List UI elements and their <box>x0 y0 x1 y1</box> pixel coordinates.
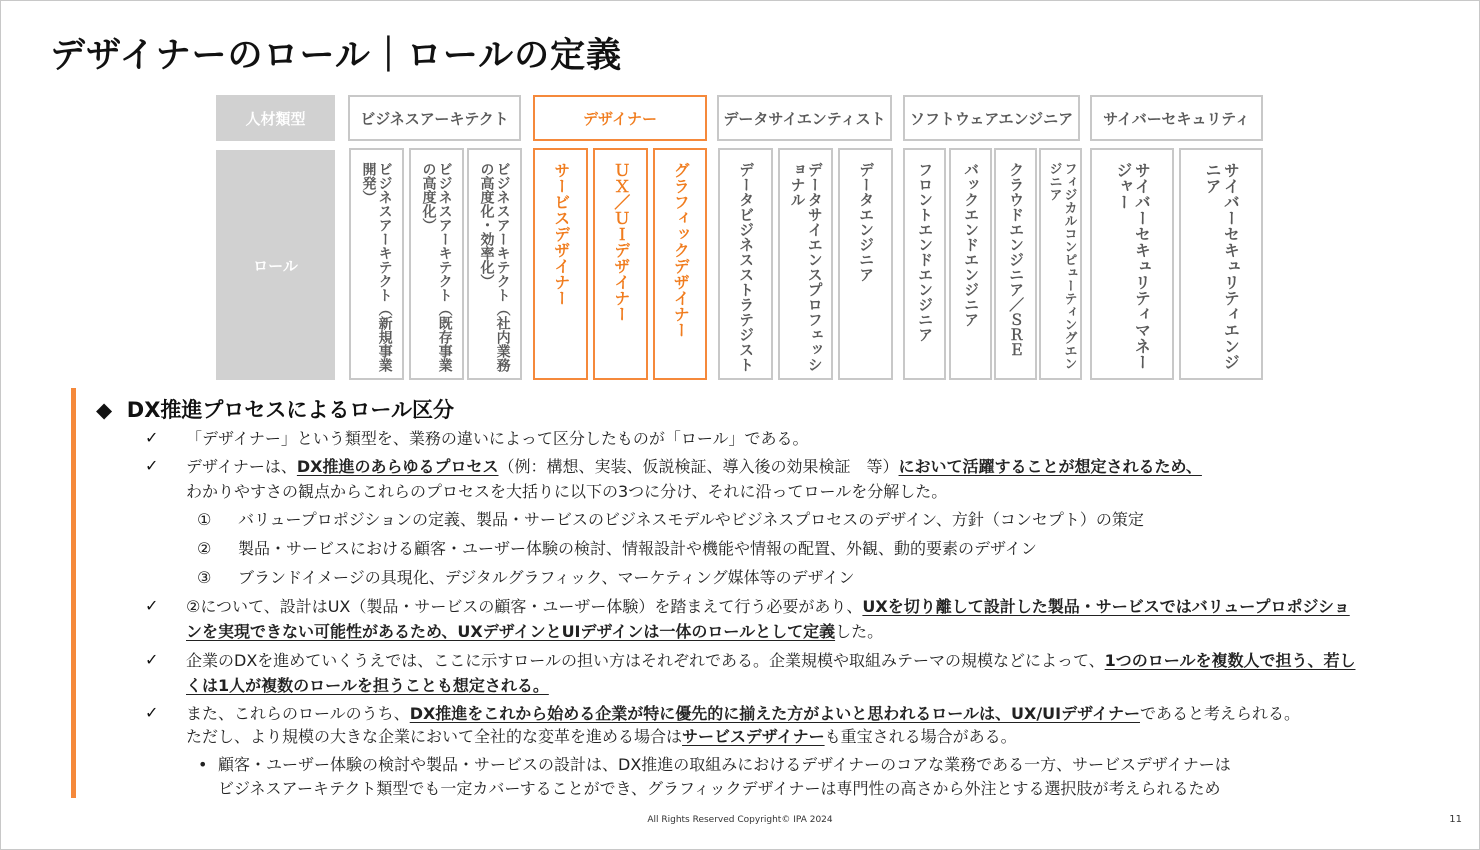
num-2: 製品・サービスにおける顧客・ユーザー体験の検討、情報設計や機能や情報の配置、外観、動的要素のデザイン <box>238 539 1037 558</box>
role-data-science-professional: データサイエンスプロフェッショナル <box>778 148 833 380</box>
accent-bar <box>71 388 76 798</box>
bullet-2: デザイナーは、DX推進のあらゆるプロセス（例：構想、実装、仮説検証、導入後の効果検証 等）において活躍することが想定されるため、 <box>186 457 1202 476</box>
role-backend-engineer: バックエンドエンジニア <box>949 148 992 380</box>
role-service-designer: サービスデザイナー <box>533 148 588 380</box>
check-icon: ✓ <box>145 428 159 447</box>
num-1: バリュープロポジションの定義、製品・サービスのビジネスモデルやビジネスプロセスのデザイン、方針（コンセプト）の策定 <box>238 510 1144 529</box>
sub-bullet-line2: ビジネスアーキテクト類型でも一定カバーすることができ、グラフィックデザイナーは専門性の高さから外注とする選択肢が考えられるため <box>218 779 1221 798</box>
bullet-dot-icon: • <box>198 755 208 774</box>
bullet-1: 「デザイナー」という類型を、業務の違いによって区分したものが「ロール」である。 <box>186 429 809 448</box>
type-software-engineer: ソフトウェアエンジニア <box>903 95 1080 141</box>
type-designer: デザイナー <box>533 95 707 141</box>
check-icon: ✓ <box>145 596 159 615</box>
role-ba-existing-business: ビジネスアーキテクト（既存事業の高度化） <box>409 148 464 380</box>
bullet-5-line2: ただし、より規模の大きな企業において全社的な変革を進める場合はサービスデザイナーも重宝される場合がある。 <box>186 727 1017 746</box>
role-graphic-designer: グラフィックデザイナー <box>653 148 707 380</box>
num-1-mark: ① <box>197 510 212 529</box>
num-3-mark: ③ <box>197 568 212 587</box>
type-business-architect: ビジネスアーキテクト <box>348 95 521 141</box>
check-icon: ✓ <box>145 703 159 722</box>
diamond-icon: ◆ <box>96 398 113 422</box>
bullet-2-line2: わかりやすさの観点からこれらのプロセスを大括りに以下の3つに分け、それに沿ってロールを分解した。 <box>186 482 948 501</box>
role-cybersecurity-manager: サイバーセキュリティマネージャー <box>1090 148 1174 380</box>
type-data-scientist: データサイエンティスト <box>717 95 892 141</box>
type-cybersecurity: サイバーセキュリティ <box>1090 95 1263 141</box>
role-cloud-engineer-sre: クラウドエンジニア／ＳＲＥ <box>994 148 1037 380</box>
role-cybersecurity-engineer: サイバーセキュリティエンジニア <box>1179 148 1263 380</box>
section-heading: ◆ DX推進プロセスによるロール区分 <box>96 398 454 422</box>
bullet-4: 企業のDXを進めていくうえでは、ここに示すロールの担い方はそれぞれである。企業規模や取組みテーマの規模などによって、1つのロールを複数人で担う、若し <box>186 651 1356 670</box>
sub-bullet-line1: 顧客・ユーザー体験の検討や製品・サービスの設計は、DX推進の取組みにおけるデザイナーのコアな業務である一方、サービスデザイナーは <box>218 755 1231 774</box>
role-frontend-engineer: フロントエンドエンジニア <box>903 148 946 380</box>
page-number: 11 <box>1449 814 1462 825</box>
role-ba-internal-ops: ビジネスアーキテクト（社内業務の高度化・効率化） <box>467 148 522 380</box>
role-physical-computing-engineer: フィジカルコンピューティングエンジニア <box>1039 148 1082 380</box>
check-icon: ✓ <box>145 650 159 669</box>
role-data-engineer: データエンジニア <box>838 148 893 380</box>
copyright-footer: All Rights Reserved Copyright© IPA 2024 <box>647 815 833 825</box>
role-ba-new-business: ビジネスアーキテクト（新規事業開発） <box>349 148 404 380</box>
bullet-3-line2: ンを実現できない可能性があるため、UXデザインとUIデザインは一体のロールとして定義した。 <box>186 622 884 641</box>
role-row-label: ロール <box>216 150 335 380</box>
num-2-mark: ② <box>197 539 212 558</box>
type-row-label: 人材類型 <box>216 95 335 141</box>
check-icon: ✓ <box>145 456 159 475</box>
bullet-3: ②について、設計はUX（製品・サービスの顧客・ユーザー体験）を踏まえて行う必要があり、UXを切り離して設計した製品・サービスではバリュープロポジショ <box>186 597 1350 616</box>
role-ux-ui-designer: ＵＸ／ＵＩデザイナー <box>593 148 648 380</box>
bullet-4-line2: くは1人が複数のロールを担うことも想定される。 <box>186 676 549 695</box>
page-title: デザイナーのロール｜ロールの定義 <box>50 36 623 76</box>
bullet-5: また、これらのロールのうち、DX推進をこれから始める企業が特に優先的に揃えた方がよいと思われるロールは、UX/UIデザイナーであると考えられる。 <box>186 704 1300 723</box>
num-3: ブランドイメージの具現化、デジタルグラフィック、マーケティング媒体等のデザイン <box>238 568 855 587</box>
role-data-business-strategist: データビジネスストラテジスト <box>718 148 773 380</box>
